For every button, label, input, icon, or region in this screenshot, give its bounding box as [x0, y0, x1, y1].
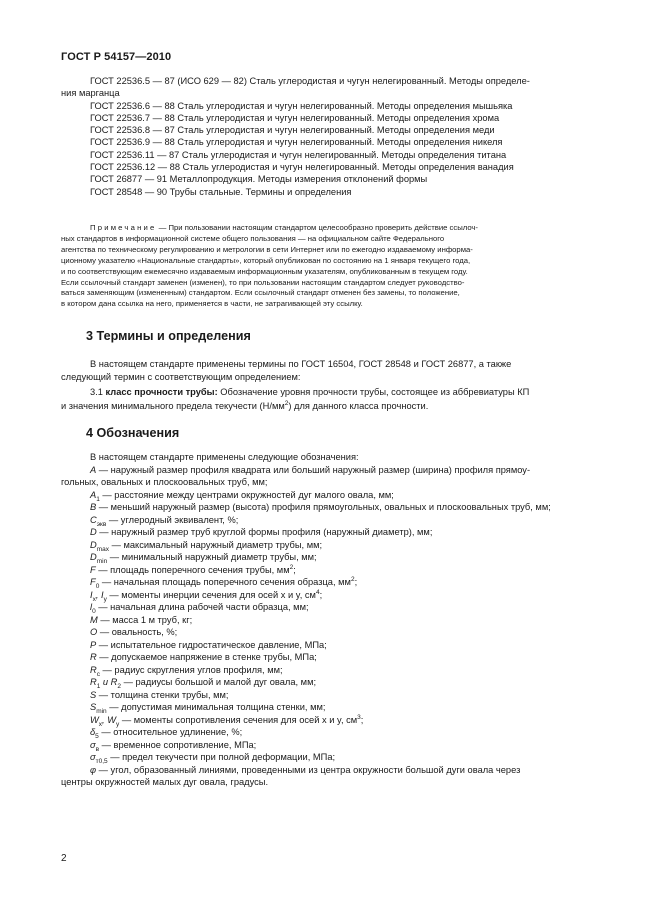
symbol-letter: I — [90, 589, 93, 600]
symbol-definition — [61, 726, 591, 739]
note-line: агентства по техническому регулированию и метрологии в сети Интернет или по ежегодно издаваемому информа- — [61, 244, 473, 254]
symbols-list — [61, 451, 591, 789]
symbol-letter: C — [90, 514, 97, 525]
symbol-subscript: y — [103, 595, 107, 603]
note-line: — При пользовании настоящим стандартом целесообразно проверить действие ссылоч- — [156, 223, 478, 232]
symbol-description: — наружный размер труб круглой формы профиля (наружный диаметр), мм; — [96, 527, 433, 537]
symbol-subscript: 0 — [92, 607, 96, 615]
symbol-letter: σ — [90, 752, 96, 762]
section-3-heading: 3 Термины и определения — [86, 329, 251, 343]
symbol-description: — моменты сопротивления сечения для осей x и y, см — [119, 714, 358, 725]
superscript: 2 — [284, 399, 289, 407]
symbol-description: — относительное удлинение, %; — [98, 727, 243, 737]
symbol-definition — [61, 576, 591, 589]
symbol-subscript: y — [115, 720, 120, 728]
symbols-container — [61, 464, 591, 789]
note-line: ных стандартов в информационной системе общего пользования — на официальном сайте Федерального — [61, 233, 445, 243]
symbol-description: — допускаемое напряжение в стенке трубы, МПа; — [96, 652, 317, 662]
symbol-description-tail: ; — [319, 589, 323, 600]
symbols-intro: В настоящем стандарте применены следующие обозначения: — [90, 452, 359, 462]
symbol-description: — предел текучести при полной деформации, МПа; — [107, 752, 336, 762]
symbol-letter: D — [90, 539, 97, 550]
symbol-definition — [61, 501, 591, 514]
symbol-letter: , I — [95, 589, 104, 600]
symbol-subscript: min — [96, 707, 107, 715]
symbol-definition — [61, 751, 591, 764]
term-definition-text: Обозначение уровня прочности трубы, состоящее из аббревиатуры КП — [217, 387, 530, 398]
reference-note — [61, 223, 585, 310]
symbol-letter: R — [90, 652, 97, 662]
reference-item-continuation: ния марганца — [61, 88, 120, 99]
symbol-description: — наружный размер профиля квадрата или больший наружный размер (ширина) профиля прямоу- — [96, 464, 531, 475]
symbol-description: — временное сопротивление, МПа; — [99, 739, 257, 750]
reference-item: ГОСТ 22536.12 — 88 Сталь углеродистая и чугун нелегированный. Методы определения ванадия — [90, 162, 514, 173]
symbol-letter: δ — [90, 727, 96, 737]
symbol-letter: R — [90, 677, 97, 687]
symbol-description: — угол, образованный линиями, проведенными из центра окружности большой дуги овала через — [96, 764, 521, 775]
symbol-description: — допустимая минимальная толщина стенки, мм; — [106, 702, 326, 712]
reference-item: ГОСТ 26877 — 91 Металлопродукция. Методы измерения отклонений формы — [90, 174, 428, 185]
term-definition-text: и значения минимального предела текучести (Н/мм — [61, 400, 285, 411]
symbol-description: — моменты инерции сечения для осей x и y, см — [106, 589, 316, 600]
symbol-letter: B — [90, 502, 97, 512]
symbol-subscript: min — [96, 557, 108, 565]
symbol-subscript: c — [96, 670, 100, 678]
symbol-subscript: max — [96, 545, 109, 553]
reference-item: ГОСТ 22536.9 — 88 Сталь углеродистая и чугун нелегированный. Методы определения никеля — [90, 137, 503, 148]
section-3-intro-line: следующий термин с соответствующим определением: — [61, 372, 301, 383]
term-definition-line — [61, 386, 591, 399]
symbol-subscript: экв — [96, 520, 107, 528]
note-line: Если ссылочный стандарт заменен (изменен), то при пользовании настоящим стандартом следует руководство- — [61, 277, 465, 287]
symbol-description-tail: ; — [354, 577, 358, 587]
note-line: и по соответствующим ежемесячно издаваемым информационным указателям, опубликованным в текущем году. — [61, 266, 468, 276]
section-3-intro-line: В настоящем стандарте применены термины по ГОСТ 16504, ГОСТ 28548 и ГОСТ 26877, а также — [90, 359, 512, 369]
note-line: в котором дана ссылка на него, применяется в части, не затрагивающей эту ссылку. — [61, 299, 363, 309]
symbol-definition — [61, 514, 591, 527]
symbol-description-tail: ; — [360, 714, 364, 725]
reference-item: ГОСТ 22536.11 — 87 Сталь углеродистая и чугун нелегированный. Методы определения титана — [90, 149, 507, 160]
symbol-definition — [61, 664, 591, 677]
symbol-letter: W — [90, 714, 99, 725]
symbol-definition — [61, 676, 591, 689]
symbol-superscript: 4 — [315, 588, 320, 596]
note-label: Примечание — [90, 223, 157, 232]
reference-item: ГОСТ 22536.6 — 88 Сталь углеродистая и чугун нелегированный. Методы определения мышьяка — [90, 100, 513, 111]
symbol-definition — [61, 651, 591, 664]
symbol-subscript: 0 — [95, 582, 100, 590]
page-number: 2 — [61, 853, 67, 864]
symbol-superscript: 2 — [289, 563, 294, 571]
reference-item: ГОСТ 28548 — 90 Трубы стальные. Термины и определения — [90, 186, 352, 197]
symbol-definition — [61, 539, 591, 552]
symbol-definition-continuation: гольных, овальных и плоскоовальных труб, мм; — [61, 477, 268, 487]
symbol-letter: , W — [102, 714, 116, 725]
page-header-standard-number: ГОСТ Р 54157—2010 — [61, 51, 172, 63]
symbol-letter: F — [90, 577, 96, 587]
reference-item: ГОСТ 22536.8 — 87 Сталь углеродистая и чугун нелегированный. Методы определения меди — [90, 125, 495, 136]
symbol-letter: A — [90, 489, 97, 500]
note-line: ционному указателю «Национальные стандарты», который опубликован по состоянию на 1 января текущего года, — [61, 255, 471, 265]
term-name: класс прочности трубы: — [105, 387, 218, 398]
symbol-description: — начальная длина рабочей части образца, мм; — [95, 602, 309, 612]
term-definition-text: ) для данного класса прочности. — [288, 400, 429, 411]
symbol-definition-continuation: центры окружностей малых дуг овала, градусы. — [61, 777, 269, 787]
symbol-description: — меньший наружный размер (высота) профиля прямоугольных, овальных и плоскоовальных труб, мм; — [96, 502, 551, 512]
symbol-definition — [61, 464, 591, 477]
section-3-body — [61, 358, 591, 413]
symbol-letter: O — [90, 627, 98, 637]
symbol-description: — площадь поперечного сечения трубы, мм — [95, 564, 290, 575]
symbol-letter: A — [90, 464, 97, 475]
symbol-definition — [61, 589, 591, 602]
symbol-subscript: 1 — [96, 682, 101, 690]
symbol-letter: и R — [100, 677, 118, 687]
symbol-definition — [61, 489, 591, 502]
symbol-definition — [61, 551, 591, 564]
symbol-letter: S — [90, 689, 97, 700]
symbol-description: — овальность, %; — [97, 627, 178, 637]
symbol-letter: D — [90, 552, 97, 562]
symbol-definition — [61, 614, 591, 627]
section-4-heading: 4 Обозначения — [86, 426, 180, 440]
symbol-subscript: x — [98, 720, 103, 728]
term-definition-line — [61, 400, 591, 413]
symbol-description: — расстояние между центрами окружностей дуг малого овала, мм; — [99, 489, 394, 500]
term-number: 3.1 — [90, 387, 106, 398]
symbol-description: — начальная площадь поперечного сечения образца, мм — [99, 577, 351, 587]
symbol-letter: M — [90, 614, 98, 625]
symbol-definition — [61, 689, 591, 702]
symbol-definition — [61, 564, 591, 577]
reference-item: ГОСТ 22536.5 — 87 (ИСО 629 — 82) Сталь углеродистая и чугун нелегированный. Методы определе- — [90, 76, 530, 86]
symbol-description: — минимальный наружный диаметр трубы, мм; — [107, 552, 317, 562]
symbol-letter: R — [90, 664, 97, 675]
symbol-description: — толщина стенки трубы, мм; — [96, 689, 229, 700]
symbol-subscript: 2 — [117, 682, 122, 690]
symbol-superscript: 3 — [357, 713, 361, 721]
symbol-letter: φ — [90, 764, 97, 775]
symbol-description: — углеродный эквивалент, %; — [106, 514, 239, 525]
symbol-subscript: x — [92, 595, 96, 603]
symbol-definition — [61, 526, 591, 539]
normative-references-list — [61, 75, 581, 198]
symbol-description-tail: ; — [293, 564, 296, 575]
symbol-description: — радиусы большой и малой дуг овала, мм; — [121, 677, 317, 687]
symbol-superscript: 2 — [350, 575, 355, 583]
symbol-definition — [61, 639, 591, 652]
symbol-letter: F — [90, 564, 96, 575]
symbol-letter: l — [90, 602, 93, 612]
symbol-definition — [61, 739, 591, 752]
symbol-subscript: 5 — [95, 732, 99, 740]
symbol-definition — [61, 601, 591, 614]
symbol-letter: P — [90, 639, 97, 650]
symbol-subscript: т0,5 — [95, 757, 108, 765]
symbol-letter: S — [90, 702, 97, 712]
symbol-description: — масса 1 м труб, кг; — [97, 614, 193, 625]
symbol-description: — максимальный наружный диаметр трубы, мм; — [109, 539, 323, 550]
symbol-definition — [61, 714, 591, 727]
symbol-subscript: 1 — [96, 495, 100, 503]
symbol-subscript: в — [95, 745, 100, 753]
note-line: ваться заменяющим (измененным) стандартом. Если ссылочный стандарт отменен без замены, то положение, — [61, 288, 460, 298]
symbol-letter: D — [90, 527, 97, 537]
reference-item: ГОСТ 22536.7 — 88 Сталь углеродистая и чугун нелегированный. Методы определения хрома — [90, 112, 500, 123]
symbol-letter: σ — [90, 739, 96, 750]
symbol-description: — испытательное гидростатическое давление, МПа; — [96, 639, 327, 650]
symbol-definition — [61, 764, 591, 777]
symbol-definition — [61, 626, 591, 639]
symbol-definition — [61, 701, 591, 714]
symbol-description: — радиус скругления углов профиля, мм; — [99, 664, 283, 675]
